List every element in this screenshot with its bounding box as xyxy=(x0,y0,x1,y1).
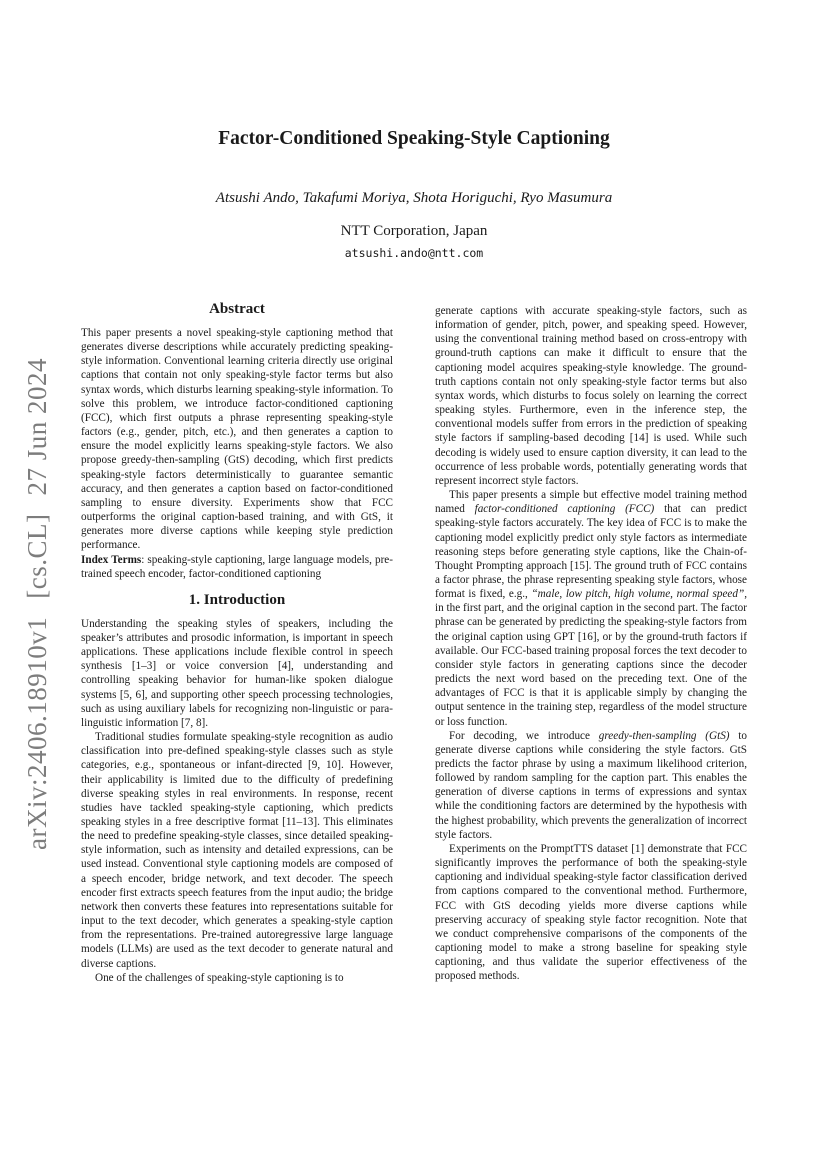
p5-term-gts: greedy-then-sampling (GtS) xyxy=(598,729,730,742)
section-heading-introduction: 1. Introduction xyxy=(188,591,286,608)
p4-text-b: that can predict speaking-style factors accurately. The key idea of FCC is to make the captioning model explicitly predict only style factors as intermediate reasoning steps before generating style captions, like the Chain-of-Thought Prompting approach [15]. The ground truth of FCC contains a factor phrase, the phrase representing speaking style factors, whose format is fixed, e.g., xyxy=(435,503,747,601)
arxiv-category: [cs.CL] xyxy=(22,513,52,599)
p4-term-fcc: factor-conditioned captioning (FCC) xyxy=(474,503,655,516)
author-list: Atsushi Ando, Takafumi Moriya, Shota Horiguchi, Ryo Masumura xyxy=(215,190,613,206)
p5-text-a: For decoding, we introduce xyxy=(449,729,599,742)
intro-paragraph-2: Traditional studies formulate speaking-style recognition as audio classification into pre-defined speaking-style classes such as style categories, e.g., spontaneous or infant-directed [9, 10]. However, their applicability is limited due to the difficulty of predefining diverse speaking styles in real environments. In response, recent studies have tackled speaking-style captioning, which predicts speaking styles in a free descriptive format [11–13]. This eliminates the need to predefine speaking-style classes, since detailed speaking-style information, such as intensity and detailed expressions, can be used instead. Conventional style captioning models are composed of a speech encoder, bridge network, and text decoder. The speech encoder first extracts speech features from the input audio; the bridge network then converts these features into representations suitable for input to the text decoder, which generates a speaking-style caption from the representations. Pre-trained autoregressive large language models (LLMs) are used as the text decoder to generate natural and diverse captions. xyxy=(81,731,393,970)
right-column xyxy=(435,304,747,984)
p4-example-phrase: “male, low pitch, high volume, normal speed” xyxy=(531,588,745,601)
intro-paragraph-4 xyxy=(435,488,747,729)
intro-paragraph-6: Experiments on the PromptTTS dataset [1] demonstrate that FCC significantly improves the performance of both the speaking-style captioning and individual speaking-style factor classification derived from captions compared to the conventional method. Furthermore, FCC with GtS decoding yields more diverse captions while preserving accuracy of speaking style factor recognition. Note that we conduct comprehensive comparisons of the components of the captioning model to make a strong baseline for speaking style captioning, and thus validate the superior effectiveness of the proposed methods. xyxy=(435,842,747,983)
abstract-heading: Abstract xyxy=(209,301,265,317)
affiliation: NTT Corporation, Japan xyxy=(340,223,488,239)
left-column xyxy=(81,300,393,985)
paper-title: Factor-Conditioned Speaking-Style Captioning xyxy=(218,128,610,149)
index-terms-label: Index Terms xyxy=(81,553,142,566)
intro-paragraph-5 xyxy=(435,729,747,842)
p5-text-b: to generate diverse captions while considering the style factors. GtS predicts the factor phrase by using a maximum likelihood criterion, followed by random sampling for the caption part. This enables the generation of diverse captions in terms of expressions and syntax while the conditioning factors are determined by the hypothesis with the highest probability, which prevents the generalization of incorrect style factors. xyxy=(435,729,748,841)
arxiv-identifier xyxy=(22,358,53,850)
abstract-text: This paper presents a novel speaking-style captioning method that generates diverse descriptions while accurately predicting speaking-style information. Conventional learning criteria directly use original captions that contain not only speaking-style factor terms but also syntax words, which disturbs learning speaking-style information. To solve this problem, we introduce factor-conditioned captioning (FCC), which first outputs a phrase representing speaking-style factors (e.g., gender, pitch, etc.), and then generates a caption to ensure the model explicitly learns speaking-style factors. We also propose greedy-then-sampling (GtS) decoding, which first predicts speaking-style factors deterministically to guarantee semantic accuracy, and then generates a caption based on factor-conditioned sampling to ensure diversity. Experiments show that FCC outperforms the original caption-based training, and with GtS, it generates more diverse captions while keeping style prediction performance. xyxy=(81,327,393,552)
author-email: atsushi.ando@ntt.com xyxy=(344,246,484,260)
intro-paragraph-3-start: One of the challenges of speaking-style captioning is to xyxy=(95,971,344,984)
intro-paragraph-1: Understanding the speaking styles of speakers, including the speaker’s attributes and prosodic information, is important in speech applications. These applications include flexible control in speech synthesis [1–3] or voice conversion [4], understanding and controlling speaking behavior for human-like spoken dialogue systems [5, 6], and supporting other speech processing technologies, such as using auxiliary labels for recognizing non-linguistic or para-linguistic information [7, 8]. xyxy=(81,617,393,729)
index-terms xyxy=(81,553,393,581)
arxiv-date: 27 Jun 2024 xyxy=(22,358,52,496)
p4-text-a: This paper presents a simple but effective model training method named xyxy=(435,489,747,516)
p4-text-c: , in the first part, and the original caption in the second part. The factor phrase can be generated by predicting the speaking-style factors from the original caption using GPT [16], or by the ground-truth factors if available. Our FCC-based training proposal forces the text decoder to consider style factors in generating captions since the decoder predicts the next word based on the preceding text. One of the advantages of FCC is that it is applicable simply by changing the output sentence in the training step, regardless of the model structure or loss function. xyxy=(435,588,747,728)
intro-paragraph-3-cont: generate captions with accurate speaking-style factors, such as information of gender, pitch, power, and speaking speed. However, using the conventional training method based on cross-entropy with ground-truth captions can make it difficult to ensure that the captioning model acquires speaking-style knowledge. The ground-truth captions contain not only speaking-style factor terms but also syntax words, which disturbs to focus solely on learning the correct speaking styles. Furthermore, even in the inference step, the conventional models suffer from errors in the prediction of speaking style factors if sampling-based decoding [14] is used. While such decoding is widely used to ensure caption diversity, it can lead to the occurrence of less probable words, potentially generating words that represent incorrect style factors. xyxy=(435,305,747,487)
index-terms-text: : speaking-style captioning, large language models, pre-trained speech encoder, factor-conditioned captioning xyxy=(81,553,393,580)
arxiv-id-text: arXiv:2406.18910v1 xyxy=(22,616,52,850)
